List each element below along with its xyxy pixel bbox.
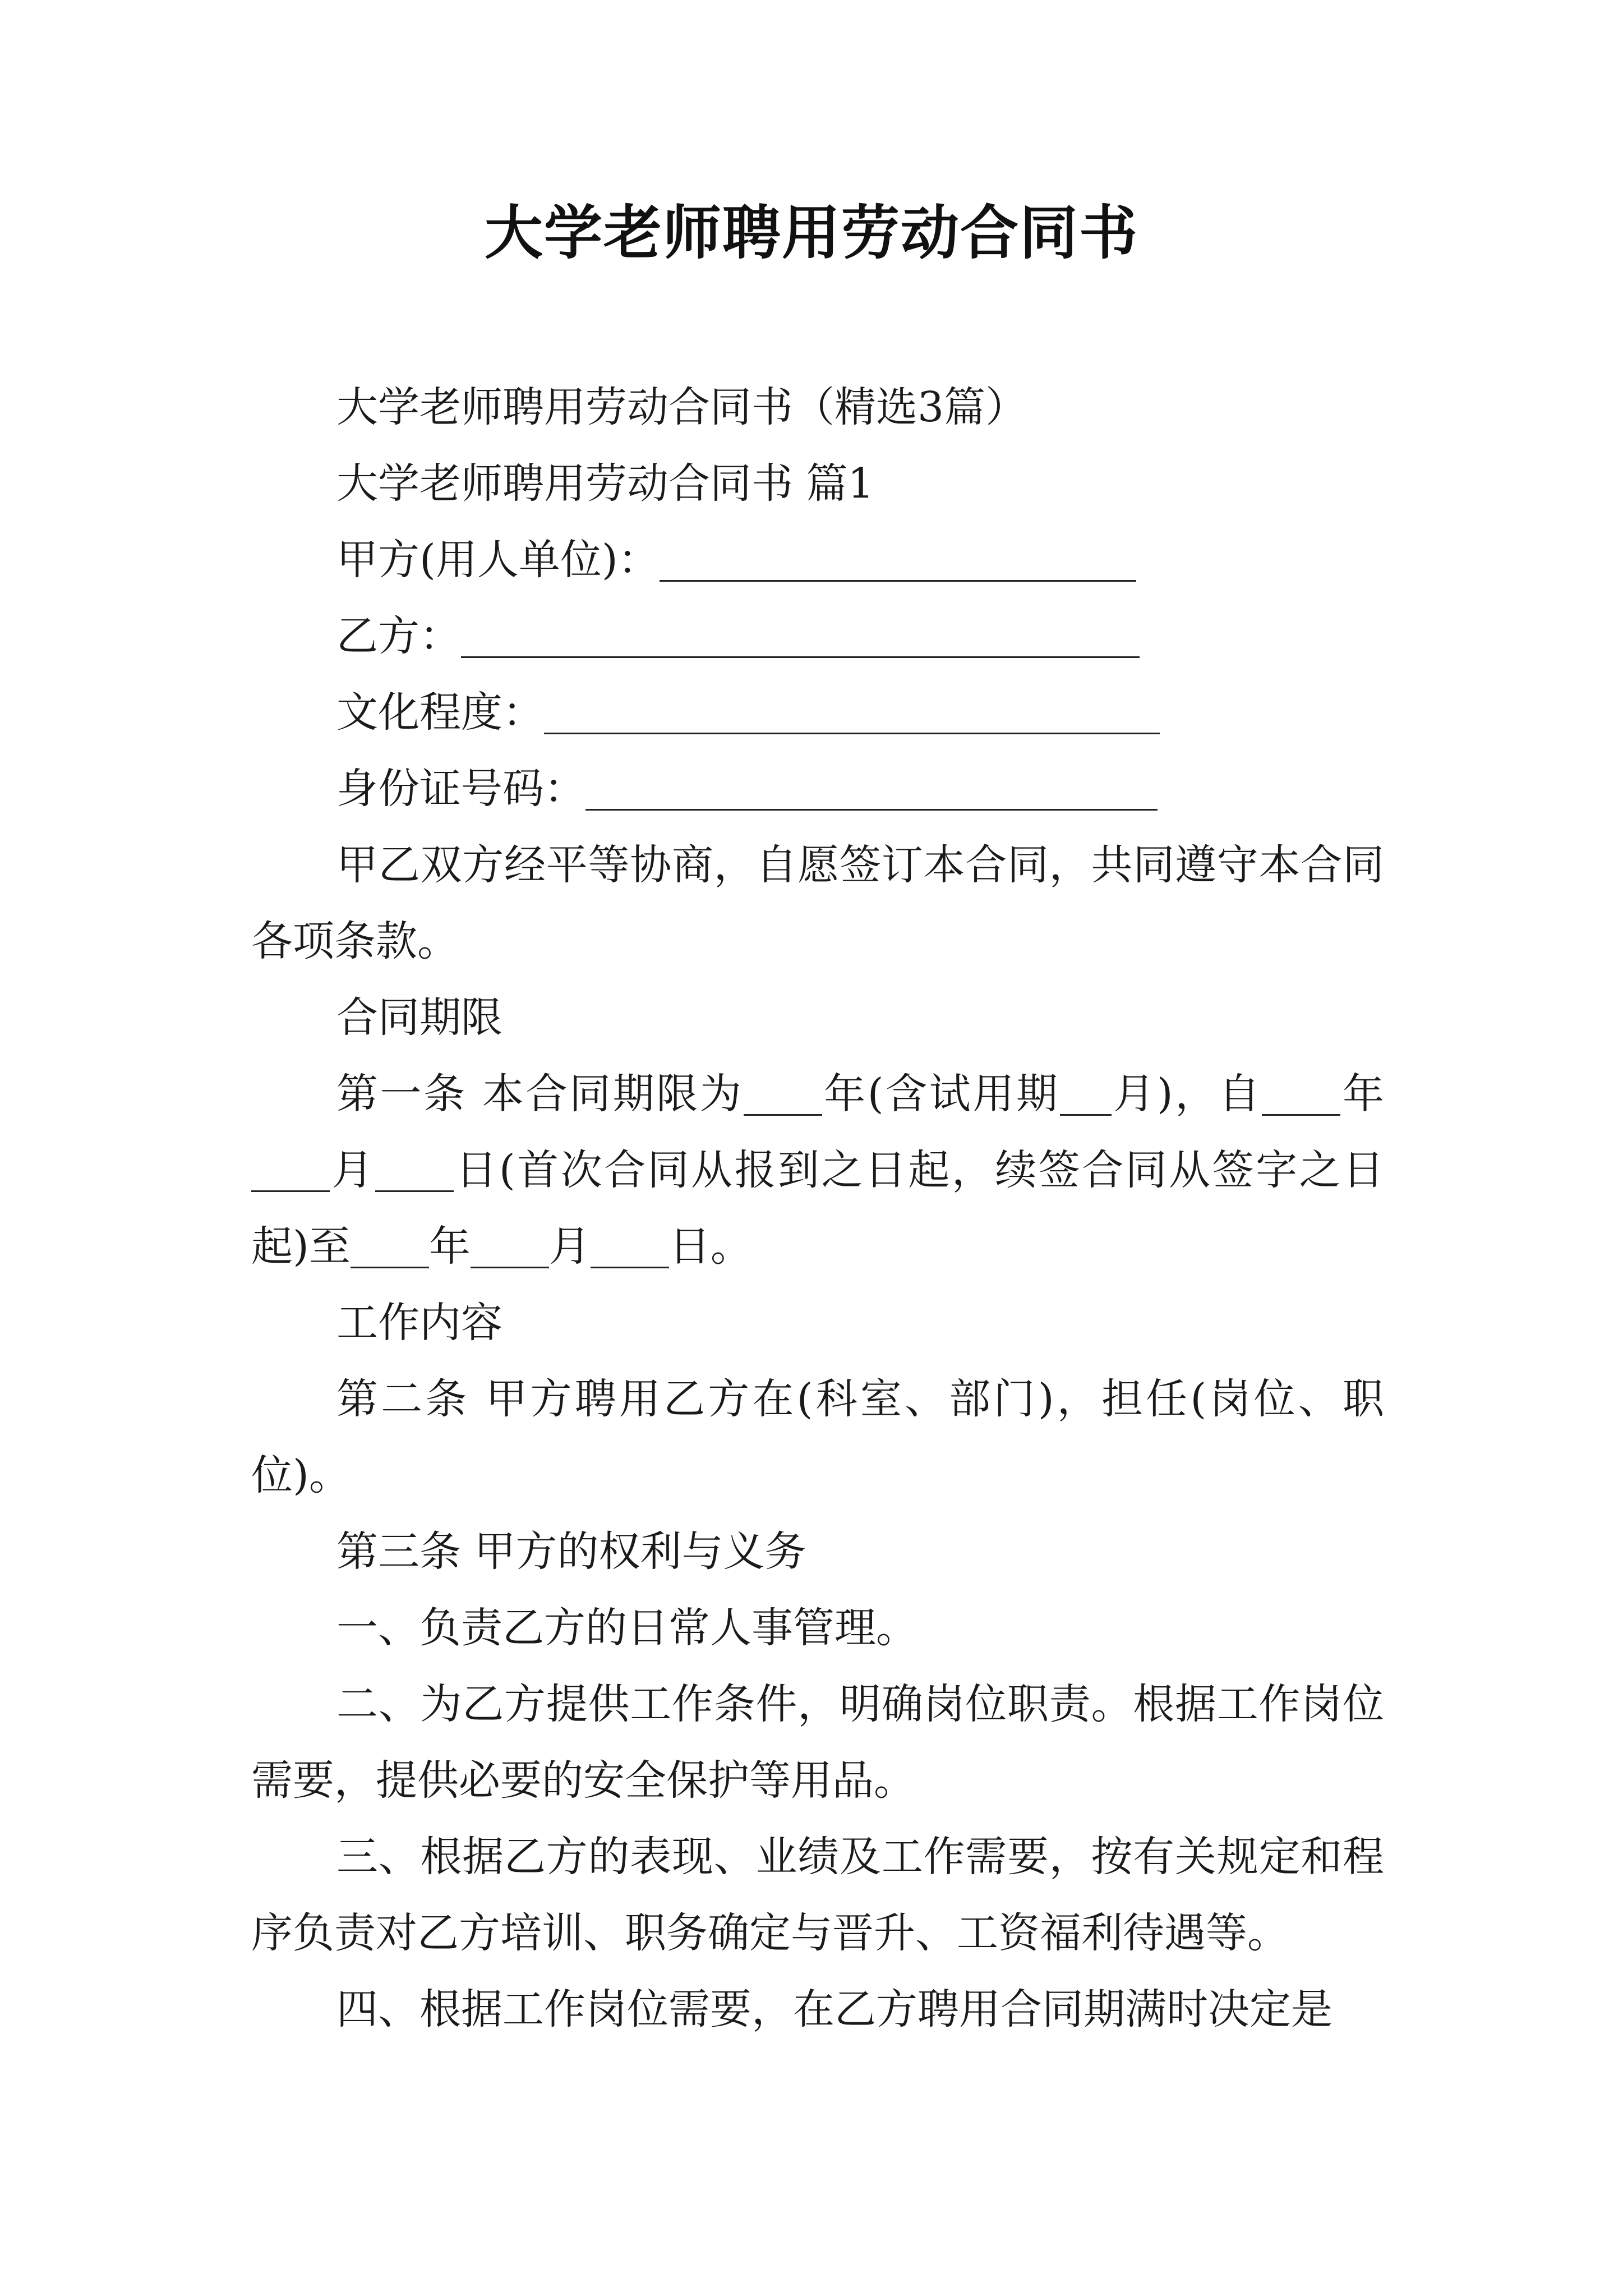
party-a-row xyxy=(251,522,1384,598)
document-body xyxy=(251,369,1384,2047)
term-heading: 合同期限 xyxy=(336,993,502,1042)
party-a-blank xyxy=(660,539,1136,582)
subtitle: 大学老师聘用劳动合同书（精选3篇） xyxy=(336,383,1027,431)
blank-start-year xyxy=(1262,1073,1340,1116)
education-blank xyxy=(544,691,1160,734)
article-1-text-b: 年(含试用期 xyxy=(822,1070,1060,1118)
item-1: 一、负责乙方的日常人事管理。 xyxy=(336,1604,917,1652)
id-number-label: 身份证号码： xyxy=(336,765,585,813)
article-1-text-a: 第一条 本合同期限为 xyxy=(336,1070,744,1118)
party-b-label: 乙方： xyxy=(336,612,461,660)
id-number-row xyxy=(251,751,1384,827)
party-b-row xyxy=(251,598,1384,674)
blank-start-day xyxy=(375,1149,454,1192)
article-1-text-e: 月 xyxy=(330,1146,375,1194)
article-1-text-f: 日(首次合同从报到之日起，续签合同从签字之日起)至 xyxy=(251,1146,1385,1271)
item-3: 三、根据乙方的表现、业绩及工作需要，按有关规定和程序负责对乙方培训、职务确定与晋升、工资福利待遇等。 xyxy=(251,1833,1384,1957)
party-a-label: 甲方(用人单位)： xyxy=(336,536,660,584)
article-1-text-c: 月)，自 xyxy=(1111,1070,1262,1118)
article-2: 第二条 甲方聘用乙方在(科室、部门)，担任(岗位、职位)。 xyxy=(251,1375,1384,1499)
article-1-text-g: 年 xyxy=(428,1222,471,1271)
blank-end-day xyxy=(591,1225,669,1268)
article-1-text-d: 年 xyxy=(1340,1070,1385,1118)
section-heading: 大学老师聘用劳动合同书 篇1 xyxy=(336,459,874,508)
item-4: 四、根据工作岗位需要，在乙方聘用合同期满时决定是 xyxy=(336,1985,1332,2033)
blank-end-month xyxy=(471,1225,549,1268)
blank-end-year xyxy=(351,1225,429,1268)
education-label: 文化程度： xyxy=(336,688,544,737)
intro-paragraph: 甲乙双方经平等协商，自愿签订本合同，共同遵守本合同各项条款。 xyxy=(251,841,1384,965)
id-number-blank xyxy=(585,767,1158,811)
item-2: 二、为乙方提供工作条件，明确岗位职责。根据工作岗位需要，提供必要的安全保护等用品。 xyxy=(251,1680,1384,1805)
article-1 xyxy=(251,1056,1384,1285)
party-b-blank xyxy=(461,615,1140,658)
article-1-text-h: 月 xyxy=(548,1222,591,1271)
blank-start-month xyxy=(251,1149,330,1192)
blank-years xyxy=(744,1073,822,1116)
article-3-heading: 第三条 甲方的权利与义务 xyxy=(336,1527,806,1576)
article-1-text-i: 日。 xyxy=(668,1222,752,1271)
blank-probation-months xyxy=(1060,1073,1112,1116)
document-title: 大学老师聘用劳动合同书 xyxy=(484,199,1138,267)
education-row xyxy=(251,674,1384,751)
work-heading: 工作内容 xyxy=(336,1299,502,1347)
